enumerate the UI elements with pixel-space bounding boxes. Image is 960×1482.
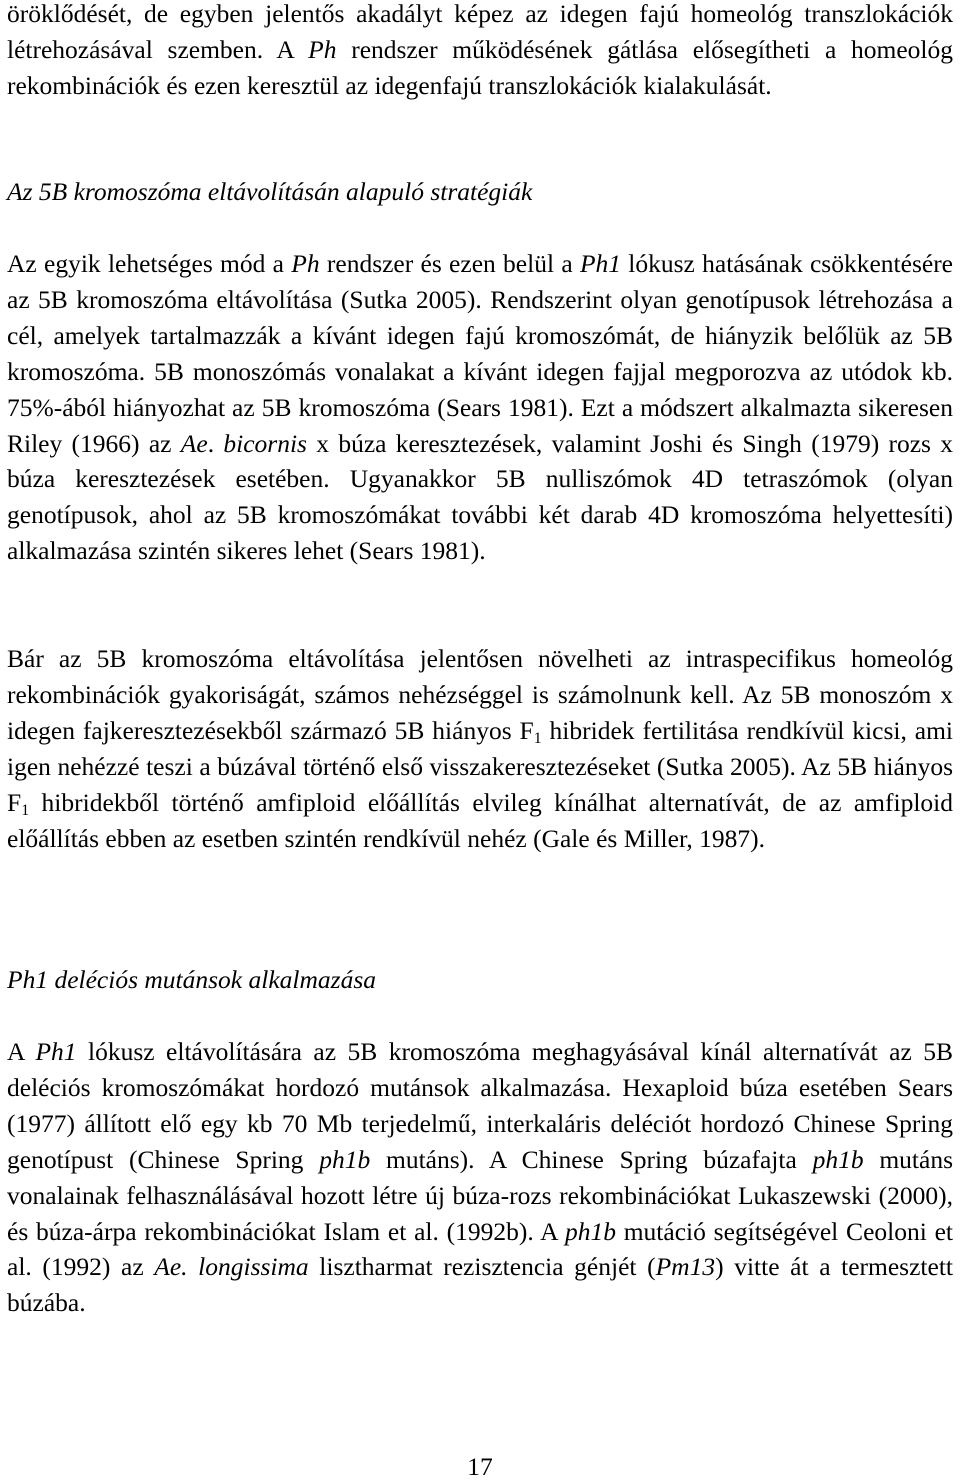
paragraph-5b-strategy: Az egyik lehetséges mód a Ph rendszer és ezen belül a Ph1 lókusz hatásának csökkentésére az 5B kromoszóma eltávolítása (Sutka 2005). Rendszerint olyan genotípusok létrehozása a cél, amelyek tartalmazzák a kívánt idegen fajú kromoszómát, de hiányzik belőlük az 5B kromoszóma. 5B monoszómás vonalakat a kívánt idegen fajjal megporozva az utódok kb. 75%-ából hiányozhat az 5B kromoszóma (Sears 1981). Ezt a módszert alkalmazta sikeresen Riley (1966) az Ae. bicornis x búza keresztezések, valamint Joshi és Singh (1979) rozs x búza keresztezések esetében. Ugyanakkor 5B nulliszómok 4D tetraszómok (olyan genotípusok, ahol az 5B kromoszómákat további két darab 4D kromoszóma helyettesíti) alkalmazása szintén sikeres lehet (Sears 1981).	[7, 249, 954, 566]
paragraph-intro: öröklődését, de egyben jelentős akadályt képez az idegen fajú homeológ transzlokációk létrehozásával szemben. A Ph rendszer működésének gátlása elősegítheti a homeológ rekombinációk és ezen keresztül az idegenfajú transzlokációk kialakulását.	[7, 0, 953, 100]
section-heading-ph1-mutants: Ph1 deléciós mutánsok alkalmazása	[7, 965, 376, 994]
document-page	[7, 0, 953, 1482]
paragraph-5b-difficulties: Bár az 5B kromoszóma eltávolítása jelentősen növelheti az intraspecifikus homeológ rekombinációk gyakoriságát, számos nehézséggel is számolnunk kell. Az 5B monoszóm x idegen fajkeresztezésekből származó 5B hiányos $F_1$ hibridek fertilitása rendkívül kicsi, ami igen nehézzé teszi a búzával történő első visszakeresztezéseket (Sutka 2005). Az 5B hiányos $F_1$ hibridekből történő amfiploid előállítás elvileg kínálhat alternatívát, de az amfiploid előállítás ebben az esetben szintén rendkívül nehéz (Gale és Miller, 1987).	[7, 644, 953, 853]
paragraph-ph1-mutants: A Ph1 lókusz eltávolítására az 5B kromoszóma meghagyásával kínál alternatívát az 5B deléciós kromoszómákat hordozó mutánsok alkalmazása. Hexaploid búza esetében Sears (1977) állított elő egy kb 70 Mb terjedelmű, interkaláris deléciót hordozó Chinese Spring genotípust (Chinese Spring ph1b mutáns). A Chinese Spring búzafajta ph1b mutáns vonalainak felhasználásával hozott létre új búza-rozs rekombinációkat Lukaszewski (2000), és búza-árpa rekombinációkat Islam et al. (1992b). A ph1b mutáció segítségével Ceoloni et al. (1992) az Ae. longissima lisztharmat rezisztencia génjét (Pm13) vitte át a termesztett búzába.	[7, 1037, 953, 1318]
page-number: 17	[467, 1452, 493, 1481]
section-heading-5b-removal: Az 5B kromoszóma eltávolításán alapuló stratégiák	[7, 177, 533, 206]
